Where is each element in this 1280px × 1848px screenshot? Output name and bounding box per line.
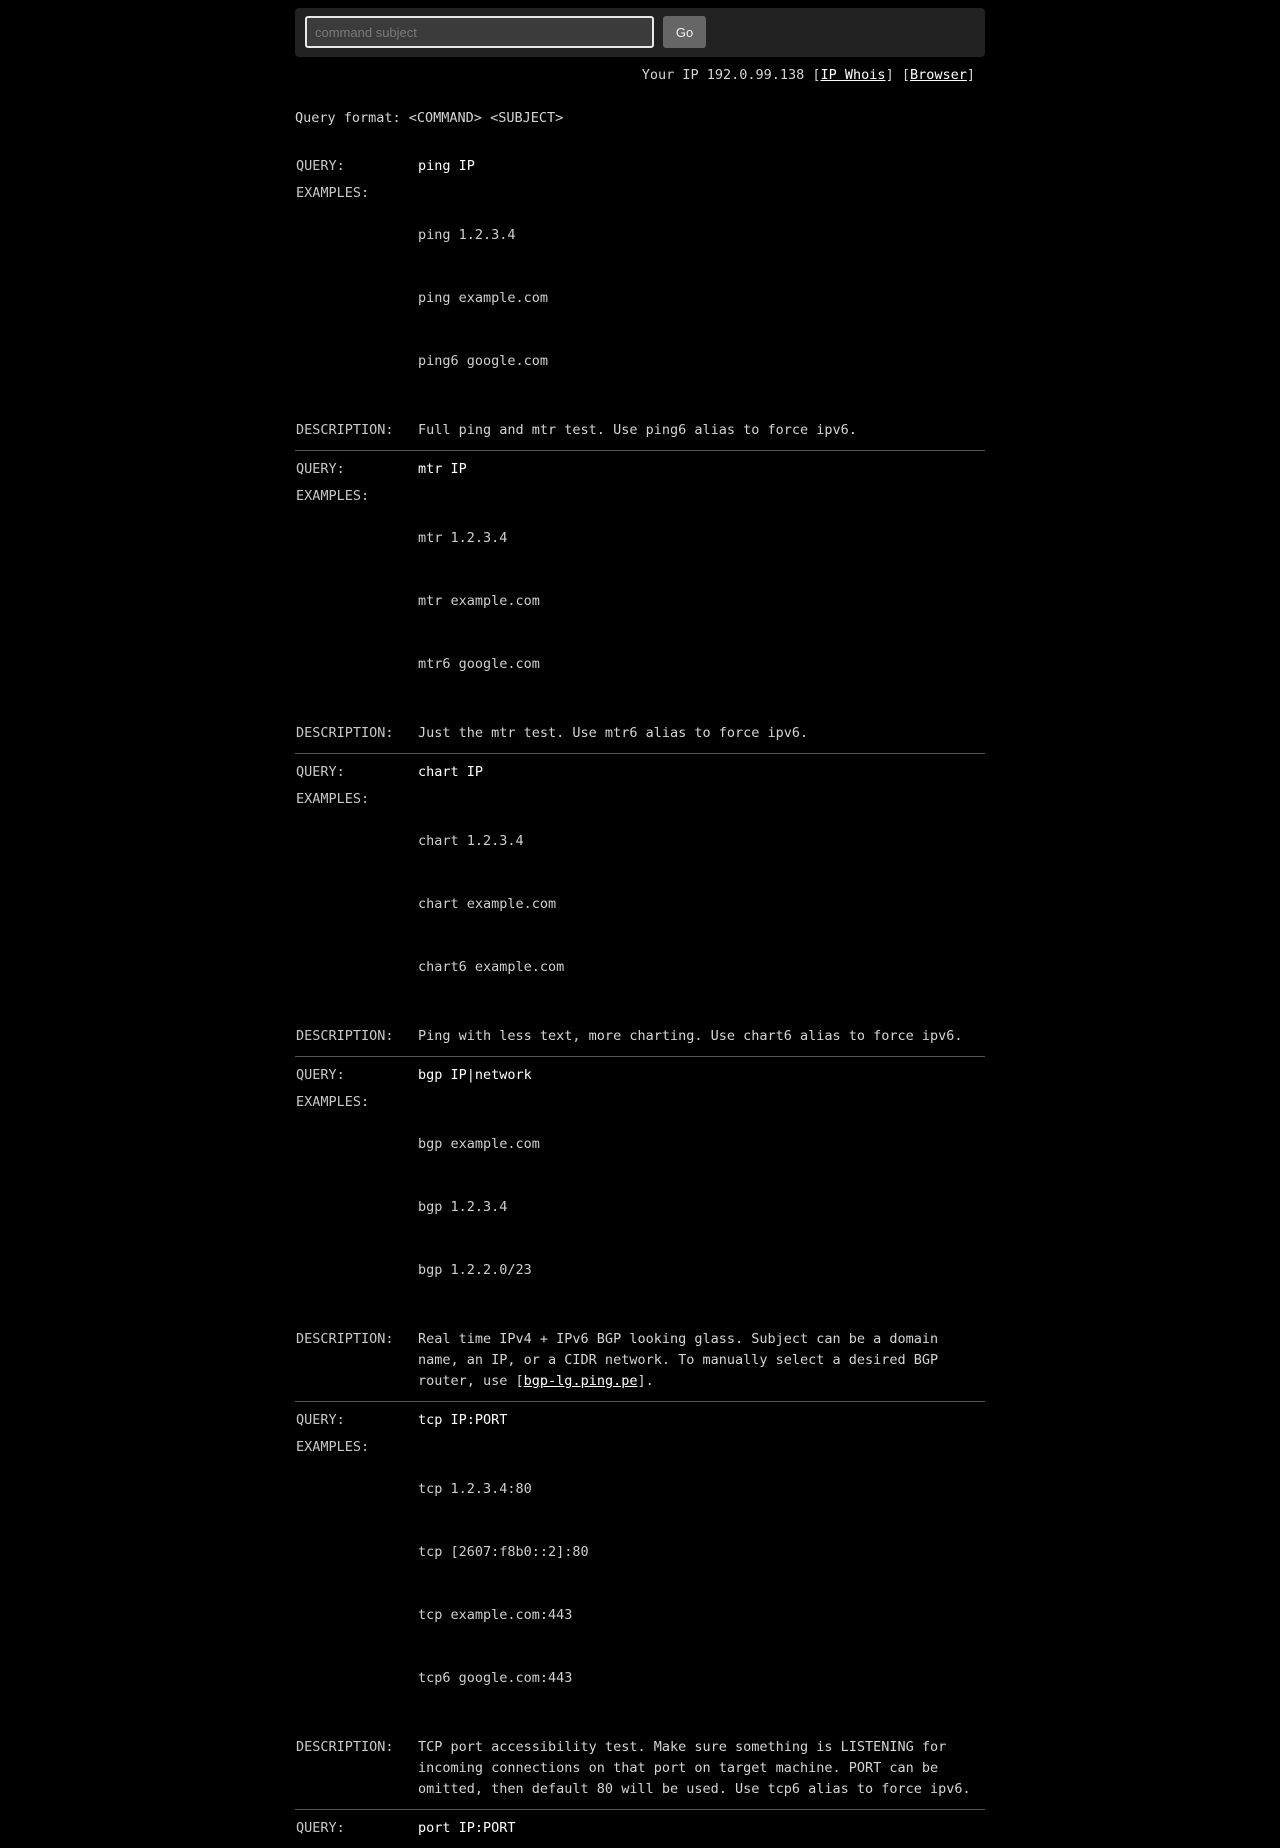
page-container — [295, 8, 985, 1836]
go-button[interactable]: Go — [663, 16, 706, 48]
description-value: TCP port accessibility test. Make sure something is LISTENING for incoming connections on that port on target machine. PORT can be omitted, then default 80 will be used. Use tcp6 alias to force ipv6. — [418, 1739, 971, 1797]
description-text: Real time IPv4 + IPv6 BGP looking glass. Subject can be a domain name, an IP, or a CIDR network. To manually select a desired BGP router, use [ — [418, 1331, 947, 1389]
examples-list — [418, 183, 985, 414]
description-label: DESCRIPTION: — [296, 1028, 394, 1044]
example-item: bgp 1.2.3.4 — [418, 1199, 508, 1215]
ip-info — [642, 67, 975, 83]
example-item: mtr example.com — [418, 593, 540, 609]
description-value: Full ping and mtr test. Use ping6 alias to force ipv6. — [418, 422, 857, 438]
example-item: ping 1.2.3.4 — [418, 227, 516, 243]
example-item: tcp [2607:f8b0::2]:80 — [418, 1544, 589, 1560]
query-label: QUERY: — [296, 1067, 345, 1083]
ip-info-middle: ] [ — [885, 67, 910, 83]
example-item: tcp example.com:443 — [418, 1607, 573, 1623]
browser-link[interactable]: Browser — [909, 67, 967, 83]
examples-list — [418, 789, 985, 1020]
example-item: bgp 1.2.2.0/23 — [418, 1262, 532, 1278]
command-list — [295, 148, 985, 1848]
query-value: mtr IP — [418, 461, 467, 477]
example-item: ping6 google.com — [418, 353, 549, 369]
examples-label: EXAMPLES: — [296, 1439, 370, 1455]
description-label: DESCRIPTION: — [296, 422, 394, 438]
example-item: chart example.com — [418, 896, 557, 912]
description-text-end: ]. — [637, 1373, 654, 1389]
query-value: tcp IP:PORT — [418, 1412, 508, 1428]
example-item: chart 1.2.3.4 — [418, 833, 524, 849]
example-item: tcp6 google.com:443 — [418, 1670, 573, 1686]
query-value: chart IP — [418, 764, 484, 780]
command-entry-tcp — [295, 1402, 985, 1810]
query-value: ping IP — [418, 158, 475, 174]
command-entry-port — [295, 1810, 985, 1848]
description-value: Just the mtr test. Use mtr6 alias to force ipv6. — [418, 725, 809, 741]
examples-label: EXAMPLES: — [296, 185, 370, 201]
bgp-lg-link[interactable]: bgp-lg.ping.pe — [523, 1373, 638, 1389]
command-entry-mtr — [295, 451, 985, 754]
example-item: mtr 1.2.3.4 — [418, 530, 508, 546]
query-label: QUERY: — [296, 461, 345, 477]
ip-info-prefix: Your IP 192.0.99.138 [ — [641, 67, 821, 83]
query-label: QUERY: — [296, 764, 345, 780]
query-format: Query format: <COMMAND> <SUBJECT> — [295, 110, 564, 126]
examples-label: EXAMPLES: — [296, 791, 370, 807]
example-item: tcp 1.2.3.4:80 — [418, 1481, 532, 1497]
search-bar — [295, 8, 985, 57]
ip-info-suffix: ] — [966, 67, 975, 83]
ip-whois-link[interactable]: IP Whois — [820, 67, 886, 83]
example-item: bgp example.com — [418, 1136, 540, 1152]
query-value: bgp IP|network — [418, 1067, 532, 1083]
description-label: DESCRIPTION: — [296, 1331, 394, 1347]
example-item: ping example.com — [418, 290, 549, 306]
examples-list — [418, 486, 985, 717]
description-value: Ping with less text, more charting. Use chart6 alias to force ipv6. — [418, 1028, 963, 1044]
examples-list — [418, 1092, 985, 1323]
query-label: QUERY: — [296, 158, 345, 174]
query-value: port IP:PORT — [418, 1820, 516, 1836]
example-item: chart6 example.com — [418, 959, 565, 975]
query-label: QUERY: — [296, 1820, 345, 1836]
command-input[interactable] — [305, 16, 654, 48]
description-label: DESCRIPTION: — [296, 1739, 394, 1755]
examples-label: EXAMPLES: — [296, 1094, 370, 1110]
example-item: mtr6 google.com — [418, 656, 540, 672]
query-label: QUERY: — [296, 1412, 345, 1428]
examples-label: EXAMPLES: — [296, 488, 370, 504]
description-value — [418, 1329, 985, 1392]
command-entry-bgp — [295, 1057, 985, 1402]
description-label: DESCRIPTION: — [296, 725, 394, 741]
examples-list — [418, 1437, 985, 1731]
command-entry-ping — [295, 148, 985, 451]
command-entry-chart — [295, 754, 985, 1057]
